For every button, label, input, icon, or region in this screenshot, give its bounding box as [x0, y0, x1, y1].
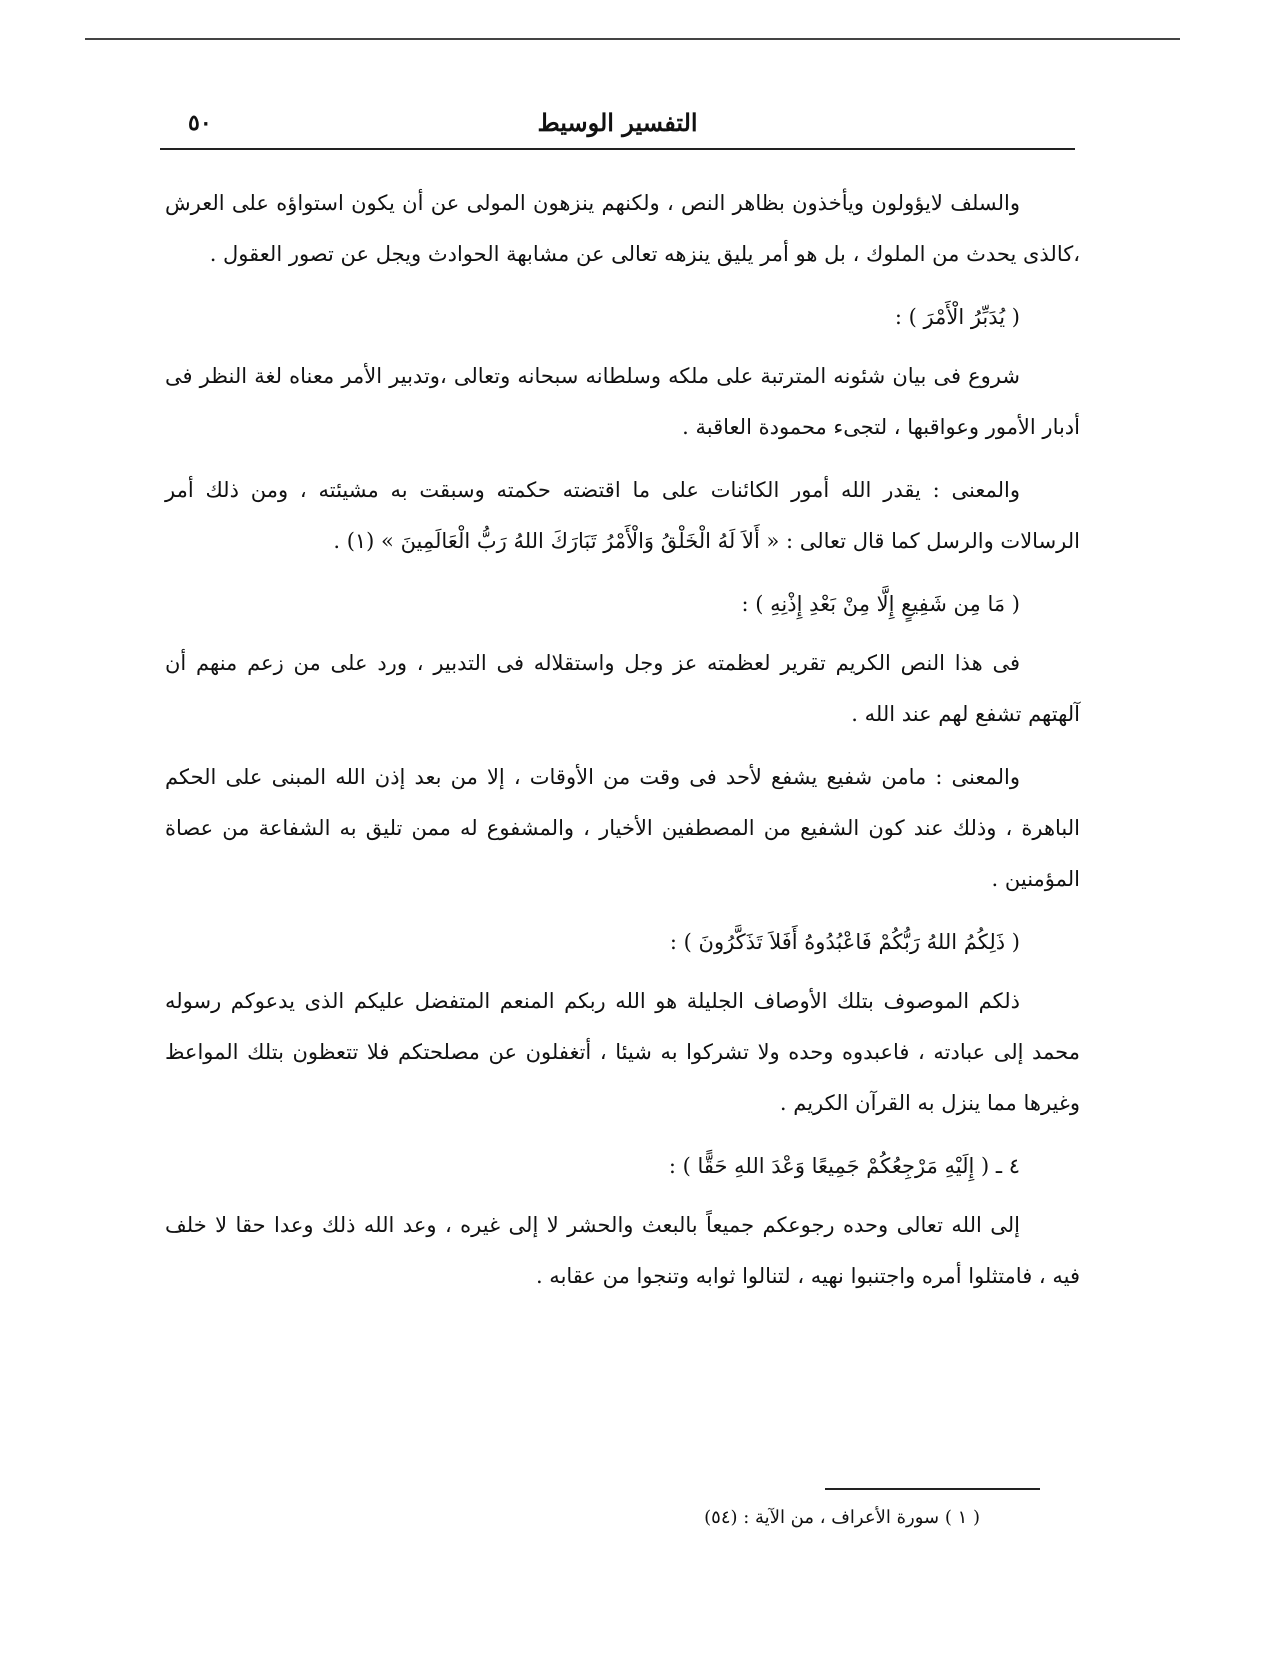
- verse-heading-yudabbir: ( يُدَبِّرُ الْأَمْرَ ) :: [894, 305, 1020, 329]
- paragraph-marjiukum: إلى الله تعالى وحده رجوعكم جميعاً بالبعث والحشر لا إلى غيره ، وعد الله ذلك وعدا حقا لا خلف فيه ، فامتثلوا أمره واجتنبوا نهيه ، لتنالوا ثوابه وتنجوا من عقابه .: [165, 1213, 1080, 1288]
- page-body: [165, 178, 1080, 1314]
- page-number: ٥٠: [188, 110, 212, 136]
- verse-heading-dhalikum: ( ذَلِكُمُ اللهُ رَبُّكُمْ فَاعْبُدُوهُ أَفَلاَ تَذَكَّرُونَ ) :: [669, 930, 1020, 954]
- page-header: [160, 108, 1075, 150]
- footnote: ( ١ ) سورة الأعراف ، من الآية : (٥٤): [704, 1507, 980, 1528]
- paragraph-salaf: والسلف لايؤولون ويأخذون بظاهر النص ، ولكنهم ينزهون المولى عن أن يكون استواؤه على العرش ،كالذى يحدث من الملوك ، بل هو أمر يليق ينزهه تعالى عن مشابهة الحوادث ويجل عن تصور العقول .: [165, 191, 1080, 266]
- paragraph-tadbir-meaning: شروع فى بيان شئونه المترتبة على ملكه وسلطانه سبحانه وتعالى ،وتدبير الأمر معناه لغة النظر فى أدبار الأمور وعواقبها ، لتجىء محمودة العاقبة .: [165, 364, 1080, 439]
- footnote-divider: [825, 1488, 1040, 1490]
- paragraph-dhalikum: ذلكم الموصوف بتلك الأوصاف الجليلة هو الله ربكم المنعم المتفضل عليكم الذى يدعوكم رسوله محمد إلى عبادته ، فاعبدوه وحده ولا تشركوا به شيئا ، أتغفلون عن مصلحتكم فلا تتعظون بتلك المواعظ وغيرها مما ينزل به القرآن الكريم .: [165, 989, 1080, 1115]
- book-title: التفسير الوسيط: [537, 108, 698, 137]
- verse-heading-shafi: ( مَا مِن شَفِيعٍ إِلَّا مِنْ بَعْدِ إِذْنِهِ ) :: [741, 592, 1020, 616]
- paragraph-maana-shafi: والمعنى : مامن شفيع يشفع لأحد فى وقت من الأوقات ، إلا من بعد إذن الله المبنى على الحكم الباهرة ، وذلك عند كون الشفيع من المصطفين الأخيار ، والمشفوع له ممن تليق به الشفاعة من عصاة المؤمنين .: [165, 765, 1080, 891]
- paragraph-taqrir: فى هذا النص الكريم تقرير لعظمته عز وجل واستقلاله فى التدبير ، ورد على من زعم منهم أن آلهتهم تشفع لهم عند الله .: [165, 651, 1080, 726]
- top-border-line: [85, 38, 1180, 40]
- paragraph-maana-yuqaddir: والمعنى : يقدر الله أمور الكائنات على ما اقتضته حكمته وسبقت به مشيئته ، ومن ذلك أمر الرسالات والرسل كما قال تعالى : « أَلاَ لَهُ الْخَلْقُ وَالْأَمْرُ تَبَارَكَ اللهُ رَبُّ الْعَالَمِينَ » (١) .: [165, 478, 1080, 553]
- verse-heading-marjiukum: ٤ ـ ( إِلَيْهِ مَرْجِعُكُمْ جَمِيعًا وَعْدَ اللهِ حَقًّا ) :: [668, 1154, 1020, 1178]
